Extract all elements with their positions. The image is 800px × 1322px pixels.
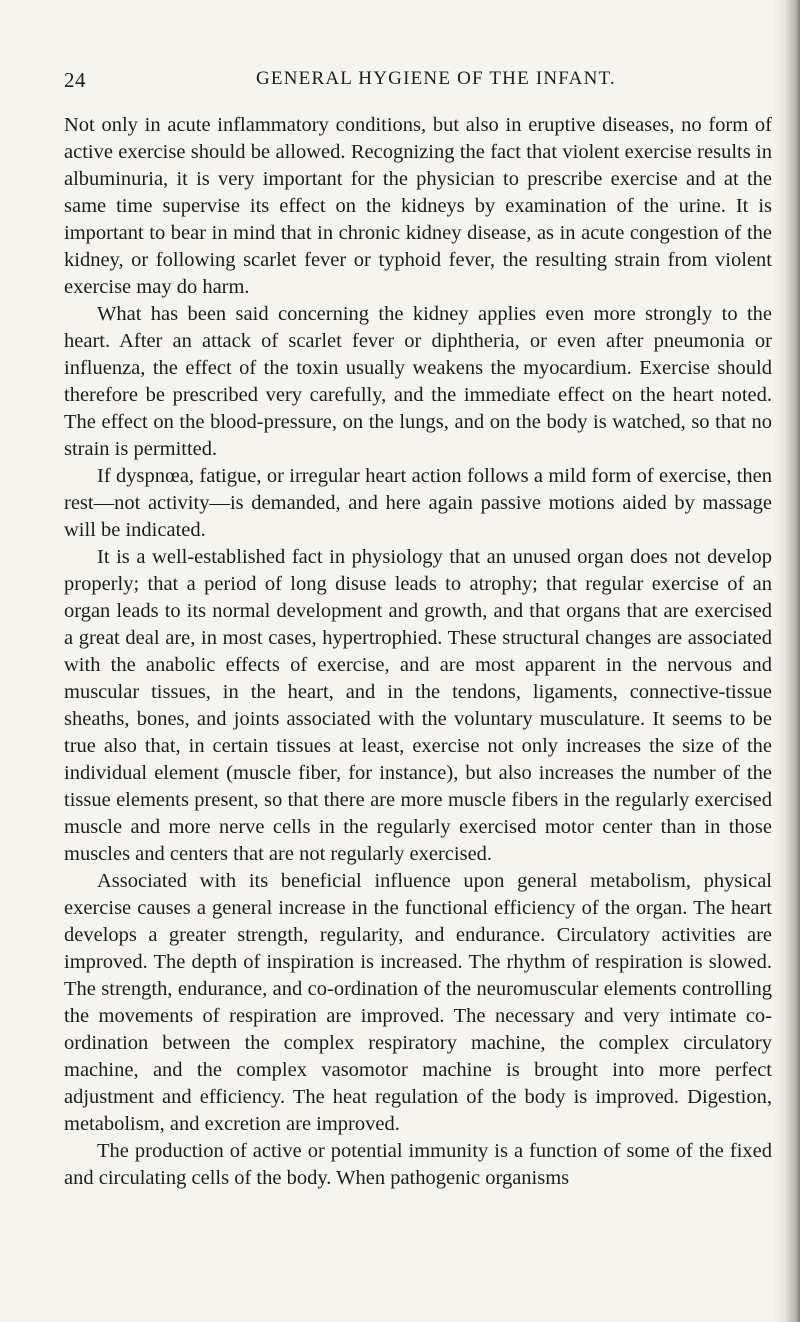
running-title: GENERAL HYGIENE OF THE INFANT. [256, 68, 616, 89]
paragraph: Associated with its beneficial influence upon general metabolism, physical exercise causes a general increase in the functional efficiency of the organ. The heart develops a greater strength, regularity, and endurance. Circulatory activities are improved. The depth of inspiration is increased. The rhythm of respiration is slowed. The strength, endurance, and co-ordination of the neuromuscular elements controlling the movements of respiration are improved. The necessary and very intimate co-ordination between the complex respiratory machine, the complex circulatory machine, and the complex vasomotor machine is brought into more perfect adjustment and efficiency. The heat regulation of the body is improved. Digestion, metabolism, and excretion are improved. [64, 870, 772, 1135]
body-text [64, 112, 772, 1192]
paragraph: Not only in acute inflammatory conditions, but also in eruptive diseases, no form of active exercise should be allowed. Recognizing the fact that violent exercise results in albuminuria, it is very important for the physician to prescribe exercise and at the same time supervise its effect on the kidneys by examination of the urine. It is important to bear in mind that in chronic kidney disease, as in acute congestion of the kidney, or following scarlet fever or typhoid fever, the resulting strain from violent exercise may do harm. [64, 114, 772, 298]
paragraph: If dyspnœa, fatigue, or irregular heart action follows a mild form of exercise, then rest—not activity—is demanded, and here again passive motions aided by massage will be indicated. [64, 465, 772, 541]
paragraph: The production of active or potential immunity is a function of some of the fixed and circulating cells of the body. When pathogenic organisms [64, 1140, 772, 1189]
page-edge-shadow [772, 0, 800, 1322]
running-head [64, 68, 784, 98]
paragraph: What has been said concerning the kidney applies even more strongly to the heart. After an attack of scarlet fever or diphtheria, or even after pneumonia or influenza, the effect of the toxin usually weakens the myocardium. Exercise should therefore be prescribed very carefully, and the immediate effect on the heart noted. The effect on the blood-pressure, on the lungs, and on the body is watched, so that no strain is permitted. [64, 303, 772, 460]
paragraph: It is a well-established fact in physiology that an unused organ does not develop properly; that a period of long disuse leads to atrophy; that regular exercise of an organ leads to its normal development and growth, and that organs that are exercised a great deal are, in most cases, hypertrophied. These structural changes are associated with the anabolic effects of exercise, and are most apparent in the nervous and muscular tissues, in the heart, and in the tendons, ligaments, connective-tissue sheaths, bones, and joints associated with the voluntary musculature. It seems to be true also that, in certain tissues at least, exercise not only increases the size of the individual element (muscle fiber, for instance), but also increases the number of the tissue elements present, so that there are more muscle fibers in the regularly exercised muscle and more nerve cells in the regularly exercised motor center than in those muscles and centers that are not regularly exercised. [64, 546, 772, 865]
page-number: 24 [64, 68, 86, 92]
